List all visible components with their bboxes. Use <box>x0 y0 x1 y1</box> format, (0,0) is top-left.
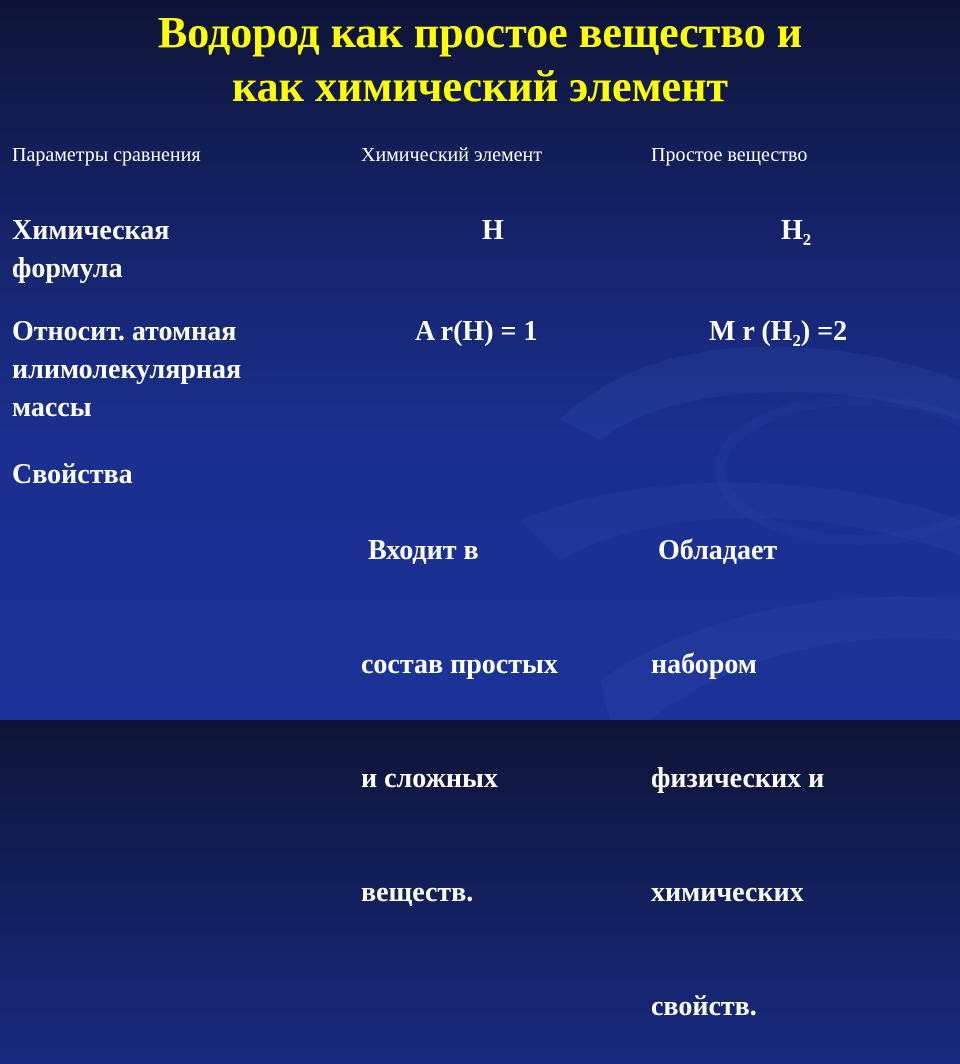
column-header-substance: Простое вещество <box>651 144 808 166</box>
formula-substance-value: $H_2$ <box>781 215 812 249</box>
mass-element-value: A r(H) = 1 <box>415 316 538 347</box>
properties-element-text: Входит в состав простых и сложных веществ. <box>361 535 558 908</box>
slide-title-line1: Водород как простое вещество и <box>157 8 803 57</box>
row-label-formula: Химическая формула <box>12 215 170 284</box>
slide-title-line2: как химический элемент <box>231 62 729 111</box>
row-label-properties: Свойства <box>12 459 133 490</box>
column-header-element: Химический элемент <box>361 144 542 166</box>
column-header-parameters: Параметры сравнения <box>12 144 201 166</box>
formula-element-value: H <box>482 215 504 246</box>
slide-title <box>40 6 920 114</box>
properties-substance-text: Обладает набором физических и химических свойств. <box>651 535 825 1022</box>
mass-substance-value: M r $(H_2) =2$ <box>709 316 848 350</box>
row-label-mass: Относит. атомная илимолекулярная массы <box>12 316 242 423</box>
